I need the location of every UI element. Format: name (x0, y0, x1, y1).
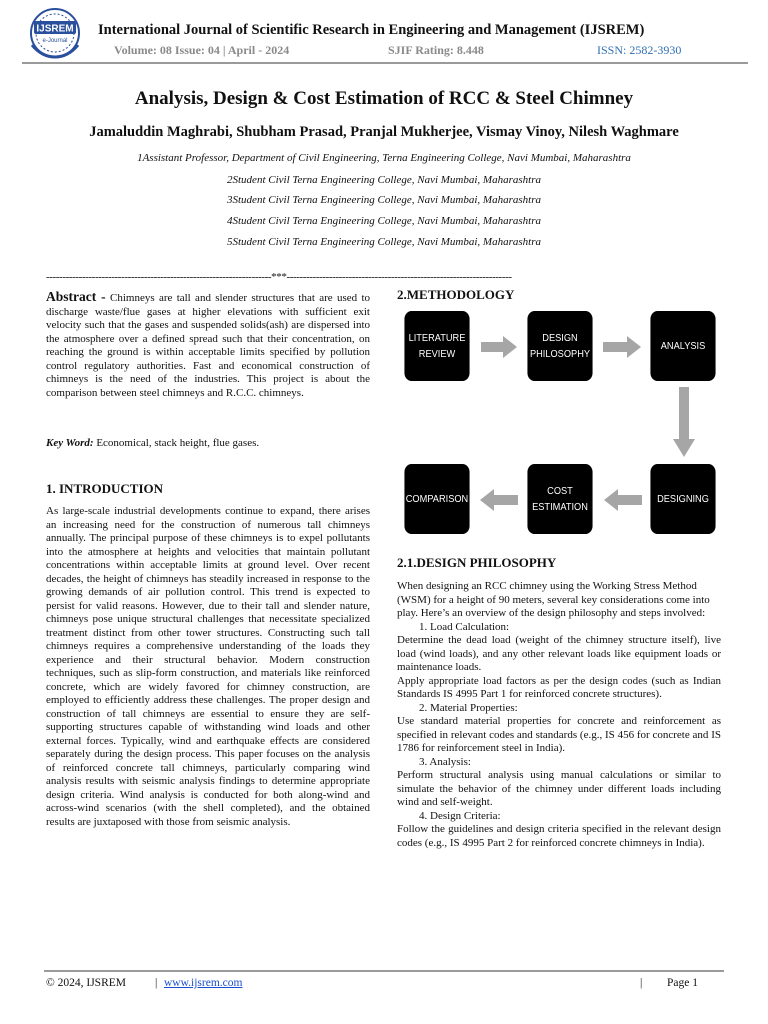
keywords-text: Economical, stack height, flue gases. (96, 437, 260, 449)
flow-design-line1: DESIGN (542, 332, 578, 344)
affiliation-4: 4Student Civil Terna Engineering College, Navi Mumbai, Maharashtra (227, 215, 541, 227)
keywords (46, 437, 370, 451)
flow-cost-line2: ESTIMATION (532, 501, 588, 513)
flow-design-philosophy (527, 311, 592, 381)
footer-copyright: © 2024, IJSREM (46, 977, 126, 989)
item-2-title: 2. Material Properties: (419, 701, 518, 714)
authors: Jamaluddin Maghrabi, Shubham Prasad, Pranjal Mukherjee, Vismay Vinoy, Nilesh Waghmare (89, 124, 679, 140)
footer-page-number: Page 1 (667, 977, 698, 989)
methodology-heading: 2.METHODOLOGY (397, 287, 515, 302)
footer-separator-1: | (155, 977, 158, 989)
introduction-heading: 1. INTRODUCTION (46, 481, 164, 496)
volume-info: Volume: 08 Issue: 04 | April - 2024 (114, 43, 290, 57)
arrow-right-1-icon (481, 336, 517, 358)
item-1-title: 1. Load Calculation: (419, 620, 510, 633)
design-philosophy-intro: When designing an RCC chimney using the Working Stress Method (WSM) for a height of 90 meters, several key considerations come into play. Here’s an overview of the design philosophy and steps involved: (397, 580, 710, 619)
arrow-right-2-icon (603, 336, 641, 358)
keywords-label: Key Word: (46, 437, 94, 449)
flow-comparison-label: COMPARISON (405, 493, 469, 505)
flow-literature-line1: LITERATURE (408, 332, 466, 344)
footer-divider (44, 970, 724, 972)
flow-designing (650, 464, 715, 534)
logo-subtext: e-Journal (42, 38, 68, 44)
journal-title: International Journal of Scientific Research in Engineering and Management (IJSREM) (98, 22, 645, 38)
issn: ISSN: 2582-3930 (597, 43, 682, 57)
footer-separator-2: | (640, 977, 643, 989)
website-link[interactable]: www.ijsrem.com (164, 977, 243, 989)
journal-logo (22, 7, 88, 59)
item-4-text: Follow the guidelines and design criteria specified in the relevant design codes (e.g., IS 4995 Part 2 for reinforced concrete chimneys in India). (397, 823, 721, 849)
design-philosophy-heading: 2.1.DESIGN PHILOSOPHY (397, 555, 557, 570)
flow-comparison (404, 464, 469, 534)
flow-designing-label: DESIGNING (657, 493, 709, 505)
introduction-text: As large-scale industrial developments continue to expand, there arises an increasing need for the construction of numerous tall chimneys annually. The principal purpose of these chimneys is to expel pollutants into the atmosphere at heights and velocities that maintain pollutant concentrations within acceptable limits at ground level. Over recent decades, the height of chimneys has steadily increased in response to the growing demands of air pollution control. This trend is expected to persist for valid reasons. However, due to their tall and slender nature, chimneys pose unique structural challenges that necessitate specialized treatment distinct from other tower structures. Constructing such tall chimneys requires a comprehensive understanding of the loads they experience and their structural behavior. Modern construction techniques, such as slip-form construction, and materials like reinforced concrete, which are widely favored for chimney construction, are employed to efficiently address these challenges. The proper design and construction of tall chimneys are essential to ensure they are self-supporting structures capable of withstanding wind loads and other external forces. Typically, wind and earthquake effects are considered separately during the design process. This paper focuses on the analysis of reinforced concrete tall chimneys, particularly comparing wind analysis results with seismic analysis findings to determine appropriate design criteria. Wind analysis is conducted for both along-wind and across-wind scenarios (with the shell completed), and the obtained results are juxtaposed with those from seismic analysis. (46, 505, 370, 828)
flow-cost-line1: COST (547, 485, 573, 497)
affiliation-5: 5Student Civil Terna Engineering College, Navi Mumbai, Maharashtra (227, 236, 541, 248)
flow-design-line2: PHILOSOPHY (529, 348, 591, 360)
item-1-text-2: Apply appropriate load factors as per the design codes (such as Indian Standards IS 4995 Part 1 for reinforced concrete structures). (397, 674, 721, 700)
flow-analysis (650, 311, 715, 381)
item-1-text: Determine the dead load (weight of the chimney structure itself), live load (wind loads), and any other relevant loads like equipment loads or maintenance loads. (397, 634, 721, 673)
abstract-text: Chimneys are tall and slender structures that are used to discharge waste/flue gases at higher elevations with sufficient exit velocity such that the gases and suspended solids(ash) are dispersed into the atmosphere over a defined spread such that their concentration, on reaching the ground is within acceptable limits specified by pollution control regulatory authorities. Fast and economical construction of chimneys is the need of the industries. This project is about the comparison between steel chimneys and R.C.C. chimneys. (46, 292, 371, 399)
abstract (46, 290, 370, 400)
flow-cost-estimation (527, 464, 592, 534)
affiliation-1: 1Assistant Professor, Department of Civil Engineering, Terna Engineering College, Navi Mumbai, Maharashtra (137, 152, 631, 164)
logo-text: IJSREM (36, 23, 74, 35)
item-2-text: Use standard material properties for concrete and reinforcement as specified in relevant codes and standards (e.g., IS 456 for concrete and IS 1786 for reinforcement steel in India). (397, 715, 721, 754)
affiliation-3: 3Student Civil Terna Engineering College, Navi Mumbai, Maharashtra (227, 194, 541, 206)
methodology-flowchart (396, 308, 726, 548)
arrow-down-icon (673, 387, 695, 457)
paper-title: Analysis, Design & Cost Estimation of RCC & Steel Chimney (134, 88, 634, 109)
abstract-label: Abstract - (46, 289, 106, 304)
sjif-rating: SJIF Rating: 8.448 (388, 43, 484, 57)
arrow-left-2-icon (480, 489, 518, 511)
affiliation-2: 2Student Civil Terna Engineering College, Navi Mumbai, Maharashtra (227, 174, 541, 186)
design-philosophy-body (397, 580, 721, 850)
item-3-title: 3. Analysis: (419, 755, 471, 768)
flow-analysis-label: ANALYSIS (660, 340, 706, 352)
footer-website (164, 977, 242, 989)
arrow-left-1-icon (604, 489, 642, 511)
flow-literature-review (404, 311, 469, 381)
header-divider (22, 62, 748, 64)
item-4-title: 4. Design Criteria: (419, 809, 501, 822)
item-3-text: Perform structural analysis using manual calculations or similar to simulate the behavior of the chimney under different loads including wind and self-weight. (397, 769, 721, 808)
flow-literature-line2: REVIEW (418, 348, 456, 360)
section-separator: ---------------------------------------------------------------------***--------------------------------------------------------------------- (46, 271, 512, 283)
